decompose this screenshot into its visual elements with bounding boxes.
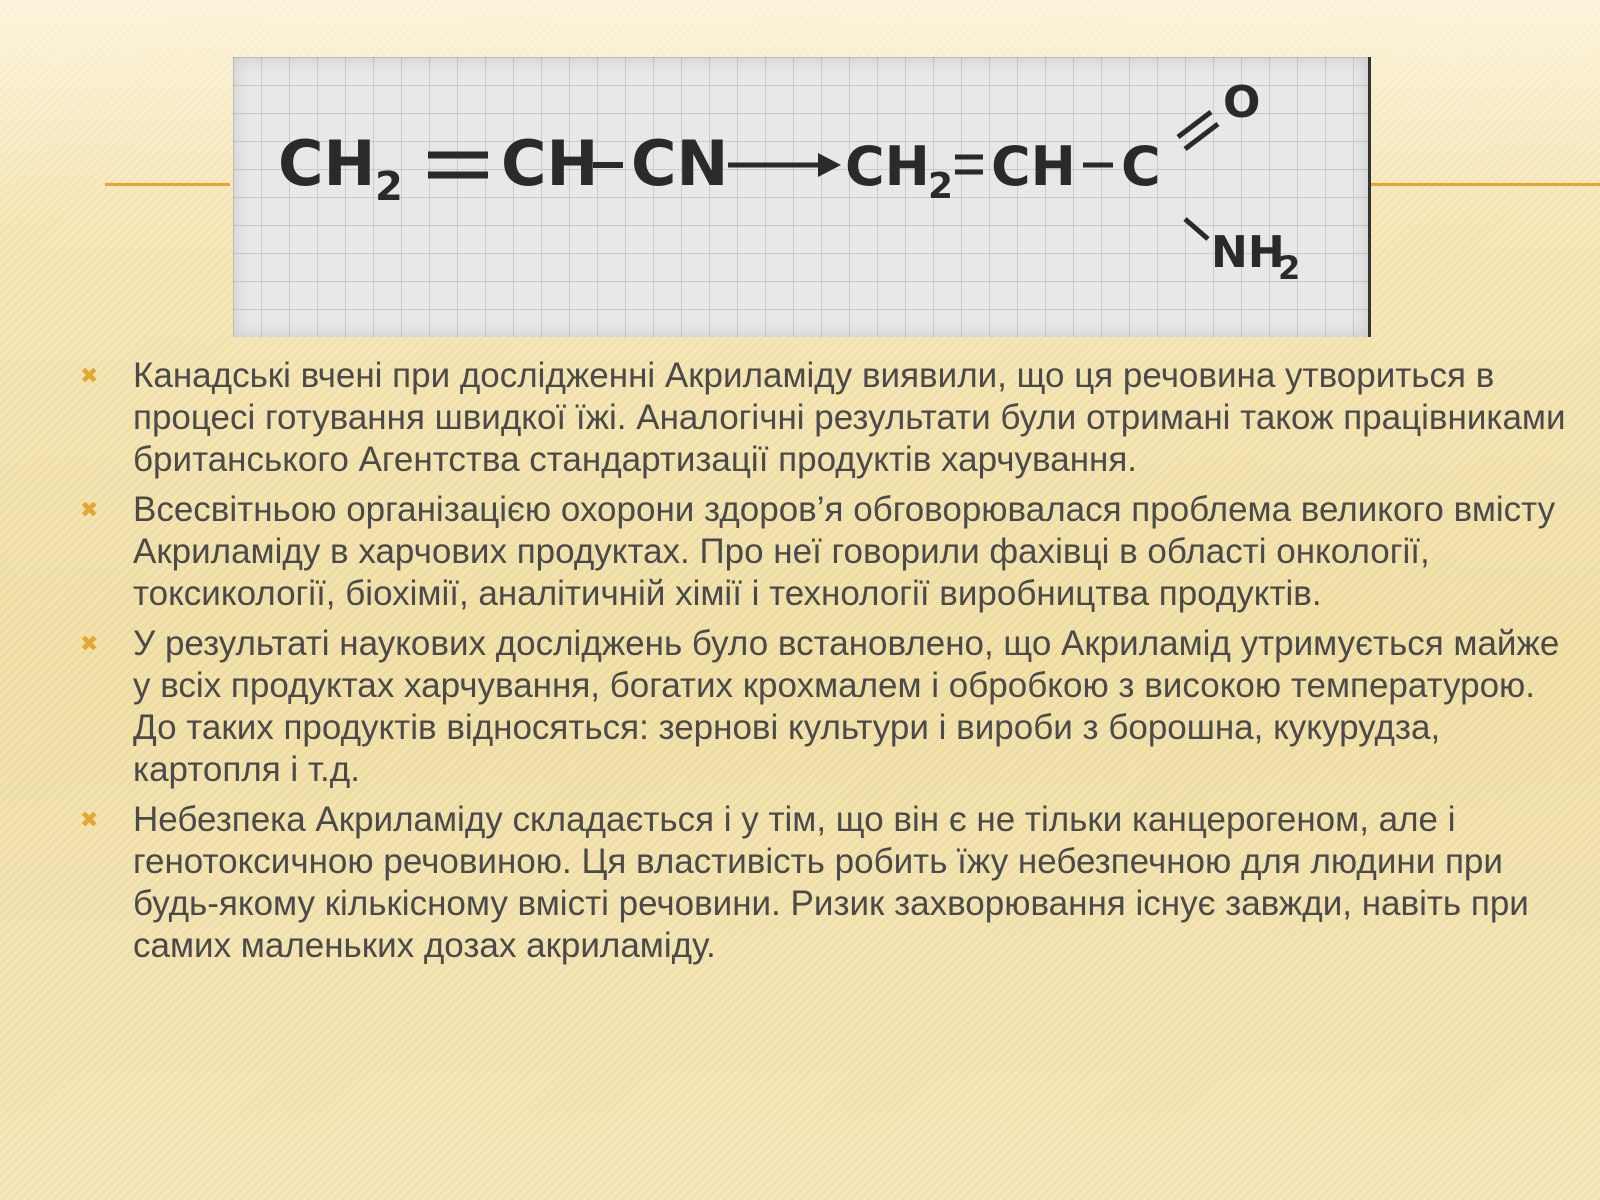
x-mark-icon: ✖ xyxy=(80,363,99,388)
formula-reactant-sub2: 2 xyxy=(375,164,403,210)
x-mark-icon: ✖ xyxy=(80,807,99,832)
formula-product-nh-sub2: 2 xyxy=(1278,249,1301,287)
formula-product-ch2: CH xyxy=(845,135,930,198)
list-item-text: Канадські вчені при дослідженні Акриламіду виявили, що ця речовина утвориться в процесі готування швидкої їжі. Аналогічні результати були отримані також працівниками британського Агентства стандартизації продуктів харчування. xyxy=(133,356,1566,479)
bullet-list-container xyxy=(80,355,1580,975)
formula-image xyxy=(233,57,1371,337)
list-item xyxy=(80,623,1580,791)
formula-product-sub2: 2 xyxy=(928,166,954,207)
list-item xyxy=(80,355,1580,481)
formula-cn-bond xyxy=(1185,219,1208,239)
list-item-text: У результаті наукових досліджень було встановлено, що Акриламід утримується майже у всіх продуктах харчування, богатих крохмалем і обробкою з високою температурою. До таких продуктів відносяться: зернові культури і вироби з борошна, кукурудза, картопля і т.д. xyxy=(133,624,1560,789)
formula-reactant-ch2: CH xyxy=(278,127,376,200)
formula-product-c: C xyxy=(1121,135,1161,198)
decorative-line-right xyxy=(1368,183,1600,186)
formula-reactant-cn: CN xyxy=(631,127,729,200)
decorative-line-left xyxy=(105,183,230,186)
formula-reactant-ch: CH xyxy=(501,127,599,200)
x-mark-icon: ✖ xyxy=(80,631,99,656)
list-item xyxy=(80,489,1580,615)
list-item-text: Всесвітньою організацією охорони здоров’я обговорювалася проблема великого вмісту Акриламіду в харчових продуктах. Про неї говорили фахівці в області онкології, токсикології, біохімії, аналітичній хімії і технології виробництва продуктів. xyxy=(133,490,1556,613)
formula-drawing xyxy=(233,57,1368,337)
formula-arrow-head xyxy=(818,153,841,177)
list-item xyxy=(80,799,1580,967)
formula-product-nh: NH xyxy=(1211,227,1285,278)
bullet-list xyxy=(80,355,1580,967)
formula-product-o: O xyxy=(1223,77,1261,128)
list-item-text: Небезпека Акриламіду складається і у тім, що він є не тільки канцерогеном, але і генотоксичною речовиною. Ця властивість робить їжу небезпечною для людини при будь-якому кількісному вмісті речовини. Ризик захворювання існує завжди, навіть при самих маленьких дозах акриламіду. xyxy=(133,800,1529,965)
formula-product-ch: CH xyxy=(991,135,1076,198)
x-mark-icon: ✖ xyxy=(80,497,99,522)
